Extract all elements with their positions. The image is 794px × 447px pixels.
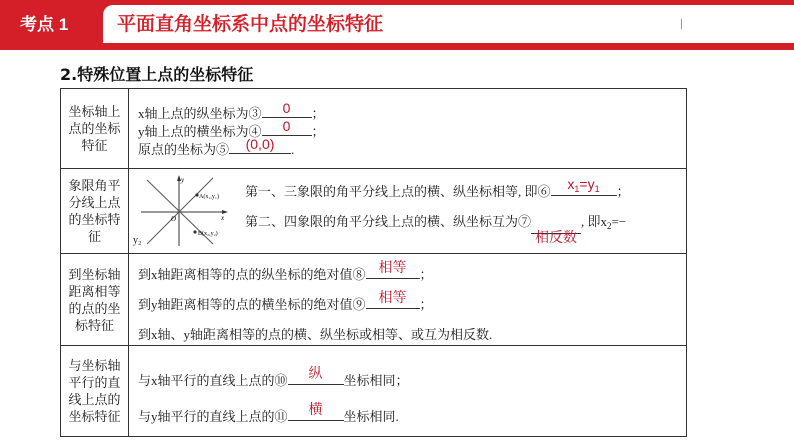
table-line — [245, 211, 627, 245]
answer-text: 0 — [282, 100, 291, 116]
row-header-line: 标特征 — [74, 317, 114, 333]
answer-part: =y — [579, 176, 595, 192]
row-header-line: 征 — [87, 229, 101, 244]
answer-part: x — [567, 176, 575, 192]
angle-bisector-diagram — [133, 172, 233, 250]
table-line — [138, 401, 399, 425]
answer-text: (0,0) — [245, 136, 275, 152]
row-header-line: 与坐标轴 — [68, 358, 121, 373]
answer-text: 相等 — [378, 289, 407, 305]
line-subscript: 2 — [607, 221, 612, 231]
origin-label: O — [171, 215, 177, 223]
answer-text: 纵 — [308, 365, 323, 381]
answer-blank — [531, 219, 581, 245]
y-axis-label: y — [181, 176, 185, 184]
answer-text: 相反数 — [535, 229, 578, 245]
answer-blank — [229, 136, 291, 154]
feature-table — [60, 88, 687, 437]
row-header-line: 特征 — [81, 138, 108, 153]
line-text: y轴上点的横坐标为④ — [138, 124, 262, 139]
title-box — [103, 5, 794, 43]
row-header-line: 距离相等 — [68, 283, 121, 299]
row-header — [61, 89, 129, 168]
line-text: x轴上点的纵坐标为③ — [138, 106, 262, 121]
row-header — [61, 346, 129, 436]
row-header-line: 的点的坐 — [68, 300, 121, 316]
line-text: 到x轴距离相等的点的纵坐标的绝对值⑧ — [138, 267, 366, 282]
x-axis-label: x — [221, 214, 225, 222]
line-suffix: ； — [616, 184, 630, 199]
table-row — [61, 254, 686, 346]
answer-text — [551, 176, 617, 194]
line-suffix: ； — [419, 267, 433, 282]
row-header-line: 平行的直 — [68, 375, 121, 390]
answer-blank — [288, 365, 344, 385]
row-header-line: 坐标轴上 — [68, 104, 121, 119]
row-header-line: 坐标特征 — [68, 409, 121, 424]
line-text: 到y轴距离相等的点的横坐标的绝对值⑨ — [138, 297, 366, 312]
answer-text: 横 — [308, 401, 323, 417]
line-text: 第二、四象限的角平分线上点的横、纵坐标互为⑦ — [245, 214, 532, 229]
answer-blank — [262, 100, 312, 118]
table-line — [138, 289, 433, 313]
line-text: 第一、三象限的角平分线上点的横、纵坐标相等, 即⑥ — [245, 184, 551, 199]
title-divider — [681, 19, 682, 29]
line-suffix: =− — [611, 214, 627, 229]
answer-blank — [366, 289, 420, 309]
answer-blank — [366, 259, 420, 279]
line-suffix: , 即x — [581, 214, 608, 229]
row-header-line: 的坐标特 — [68, 212, 121, 227]
table-line — [245, 176, 630, 200]
answer-text: 相等 — [378, 259, 407, 275]
row-header — [61, 254, 129, 345]
page-title: 平面直角坐标系中点的坐标特征 — [117, 13, 384, 35]
row-header-line: 点的坐标 — [68, 121, 121, 136]
line-suffix: ； — [311, 124, 325, 139]
answer-text: 0 — [282, 118, 291, 134]
table-row — [61, 89, 686, 169]
section-subtitle: 2.特殊位置上点的坐标特征 — [60, 65, 254, 84]
line-suffix: 坐标相同. — [343, 409, 399, 424]
table-line: 到x轴、y轴距离相等的点的横、纵坐标或相等、或互为相反数. — [138, 327, 493, 342]
table-row — [61, 169, 686, 254]
topic-badge: 考点 1 — [0, 0, 103, 50]
point-a-label: A(x₁,y₁) — [199, 194, 220, 200]
line-suffix: ； — [419, 297, 433, 312]
corner-label: y₂ — [133, 235, 142, 246]
answer-subscript: 1 — [594, 184, 600, 194]
answer-subscript: 1 — [574, 184, 580, 194]
table-line — [138, 259, 433, 283]
header-bar — [0, 0, 794, 50]
answer-blank — [288, 401, 344, 421]
line-suffix: . — [291, 142, 295, 157]
row-header-line: 象限角平 — [68, 178, 121, 193]
table-line — [138, 136, 295, 158]
line-text: 原点的坐标为⑤ — [138, 142, 230, 157]
row-header — [61, 169, 129, 253]
line-suffix: 坐标相同； — [343, 373, 409, 388]
line-suffix: ； — [311, 106, 325, 121]
row-header-line: 分线上点 — [68, 195, 121, 210]
table-row — [61, 346, 686, 436]
point-b-label: B(x₂,y₂) — [198, 231, 218, 237]
answer-blank — [262, 118, 312, 136]
row-header-line: 线上点的 — [68, 392, 121, 407]
row-header-line: 到坐标轴 — [68, 266, 121, 282]
line-text: 与y轴平行的直线上点的⑪ — [138, 409, 288, 424]
table-line — [138, 365, 409, 389]
answer-blank — [551, 176, 617, 196]
line-text: 与x轴平行的直线上点的⑩ — [138, 373, 288, 388]
